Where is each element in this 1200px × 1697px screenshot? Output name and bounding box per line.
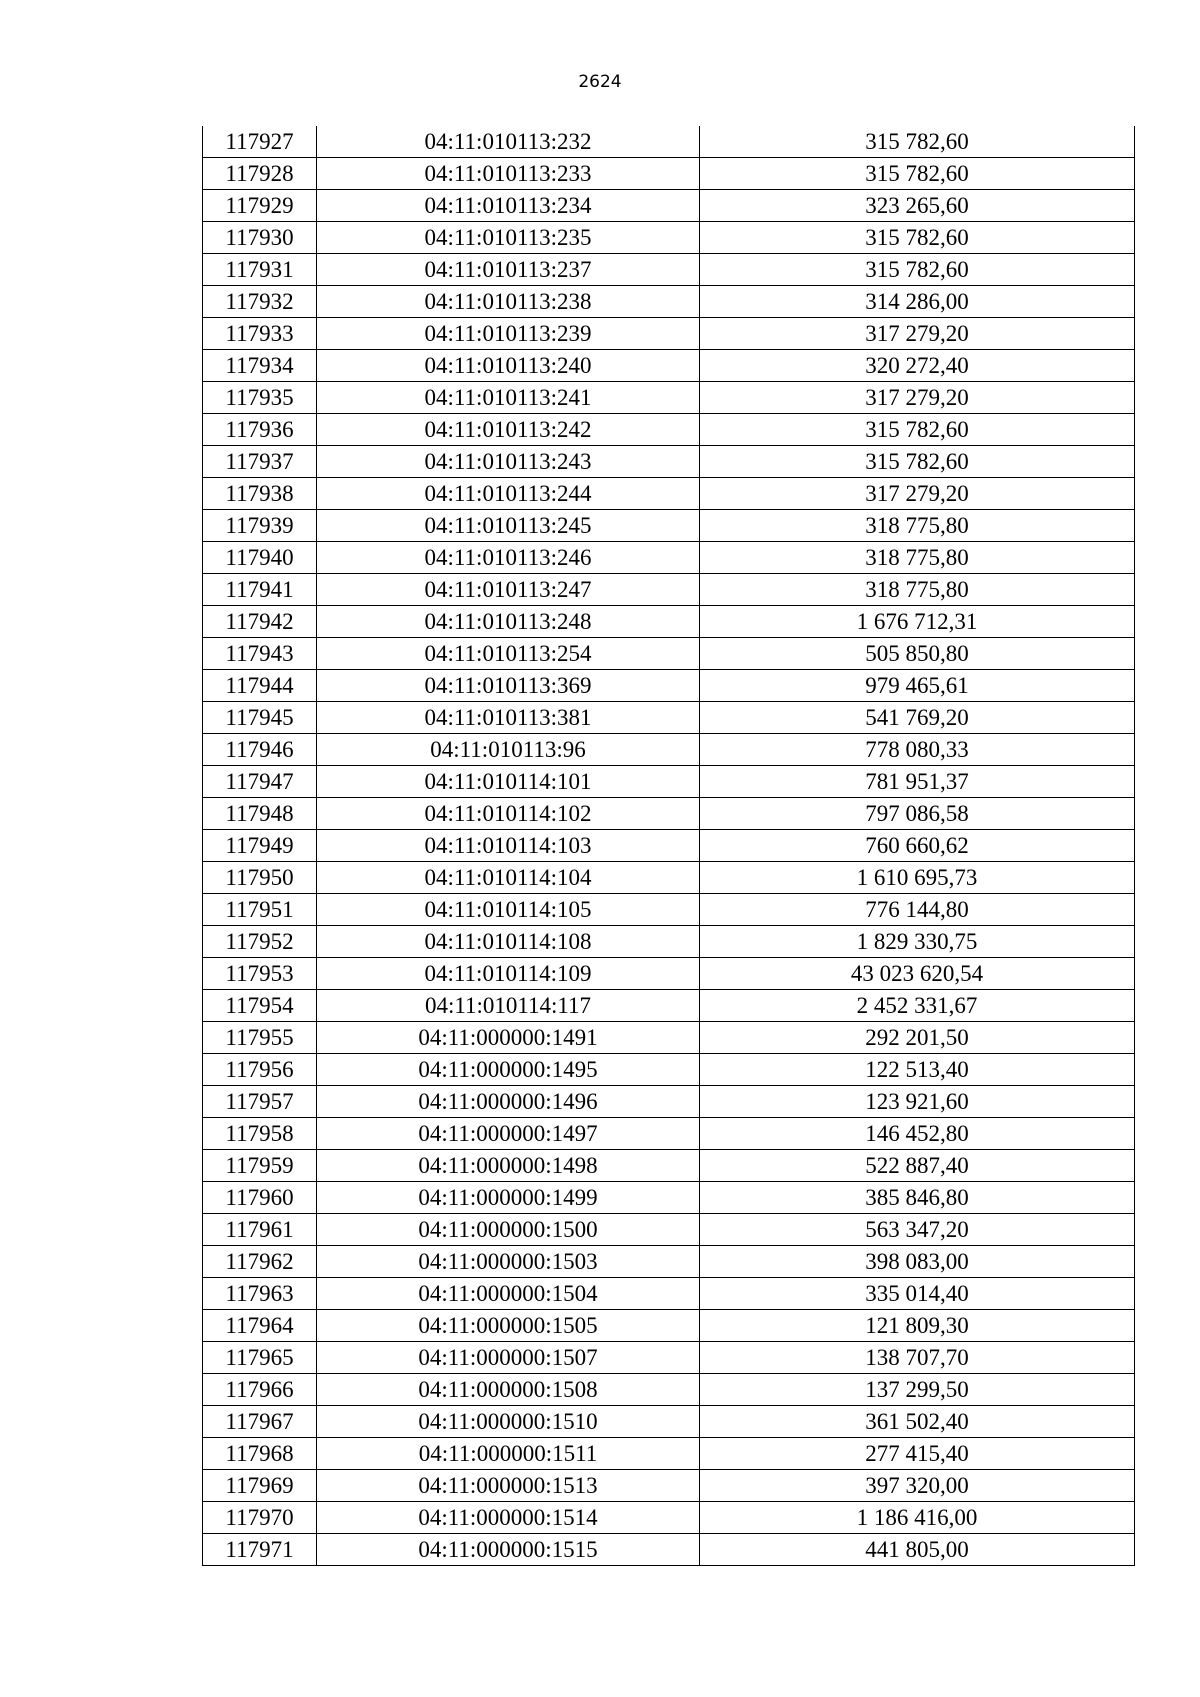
cadastral-value-cell: 335 014,40	[700, 1278, 1135, 1310]
cadastral-value-cell: 317 279,20	[700, 318, 1135, 350]
cadastral-value-cell: 2 452 331,67	[700, 990, 1135, 1022]
cadastral-number-cell: 04:11:010114:105	[317, 894, 700, 926]
table-row	[203, 542, 1135, 574]
cadastral-number-cell: 04:11:000000:1500	[317, 1214, 700, 1246]
cadastral-number-cell: 04:11:010114:108	[317, 926, 700, 958]
cadastral-number-cell: 04:11:010113:240	[317, 350, 700, 382]
row-number-cell: 117949	[203, 830, 317, 862]
table-row	[203, 1438, 1135, 1470]
cadastral-number-cell: 04:11:010113:246	[317, 542, 700, 574]
cadastral-number-cell: 04:11:000000:1508	[317, 1374, 700, 1406]
table-row	[203, 1278, 1135, 1310]
row-number-cell: 117971	[203, 1534, 317, 1566]
cadastral-value-cell: 441 805,00	[700, 1534, 1135, 1566]
table-row	[203, 1022, 1135, 1054]
row-number-cell: 117970	[203, 1502, 317, 1534]
cadastral-value-cell: 385 846,80	[700, 1182, 1135, 1214]
table-row	[203, 286, 1135, 318]
row-number-cell: 117940	[203, 542, 317, 574]
row-number-cell: 117938	[203, 478, 317, 510]
row-number-cell: 117948	[203, 798, 317, 830]
cadastral-value-cell: 146 452,80	[700, 1118, 1135, 1150]
row-number-cell: 117950	[203, 862, 317, 894]
row-number-cell: 117956	[203, 1054, 317, 1086]
table-row	[203, 862, 1135, 894]
cadastral-value-cell: 505 850,80	[700, 638, 1135, 670]
row-number-cell: 117955	[203, 1022, 317, 1054]
row-number-cell: 117934	[203, 350, 317, 382]
row-number-cell: 117933	[203, 318, 317, 350]
cadastral-value-cell: 1 186 416,00	[700, 1502, 1135, 1534]
table-row	[203, 702, 1135, 734]
cadastral-number-cell: 04:11:010113:242	[317, 414, 700, 446]
cadastral-number-cell: 04:11:000000:1515	[317, 1534, 700, 1566]
row-number-cell: 117969	[203, 1470, 317, 1502]
cadastral-value-table	[202, 126, 1135, 1566]
table-row	[203, 510, 1135, 542]
table-row	[203, 734, 1135, 766]
row-number-cell: 117951	[203, 894, 317, 926]
table-row	[203, 350, 1135, 382]
cadastral-number-cell: 04:11:000000:1498	[317, 1150, 700, 1182]
cadastral-number-cell: 04:11:010114:109	[317, 958, 700, 990]
table-row	[203, 1502, 1135, 1534]
cadastral-number-cell: 04:11:000000:1505	[317, 1310, 700, 1342]
row-number-cell: 117962	[203, 1246, 317, 1278]
table-row	[203, 798, 1135, 830]
cadastral-value-cell: 776 144,80	[700, 894, 1135, 926]
cadastral-number-cell: 04:11:000000:1499	[317, 1182, 700, 1214]
row-number-cell: 117959	[203, 1150, 317, 1182]
cadastral-value-cell: 318 775,80	[700, 510, 1135, 542]
cadastral-value-cell: 318 775,80	[700, 574, 1135, 606]
cadastral-value-cell: 397 320,00	[700, 1470, 1135, 1502]
cadastral-value-cell: 292 201,50	[700, 1022, 1135, 1054]
cadastral-number-cell: 04:11:010113:244	[317, 478, 700, 510]
row-number-cell: 117967	[203, 1406, 317, 1438]
row-number-cell: 117945	[203, 702, 317, 734]
row-number-cell: 117939	[203, 510, 317, 542]
table-row	[203, 382, 1135, 414]
cadastral-number-cell: 04:11:000000:1496	[317, 1086, 700, 1118]
table-row	[203, 158, 1135, 190]
table-row	[203, 990, 1135, 1022]
table-row	[203, 478, 1135, 510]
row-number-cell: 117968	[203, 1438, 317, 1470]
table-row	[203, 574, 1135, 606]
row-number-cell: 117958	[203, 1118, 317, 1150]
cadastral-number-cell: 04:11:010113:235	[317, 222, 700, 254]
cadastral-value-cell: 778 080,33	[700, 734, 1135, 766]
table-row	[203, 958, 1135, 990]
cadastral-number-cell: 04:11:000000:1497	[317, 1118, 700, 1150]
table-row	[203, 1246, 1135, 1278]
cadastral-value-cell: 138 707,70	[700, 1342, 1135, 1374]
table-row	[203, 190, 1135, 222]
table-row	[203, 1310, 1135, 1342]
table-row	[203, 414, 1135, 446]
cadastral-value-cell: 315 782,60	[700, 222, 1135, 254]
cadastral-value-cell: 121 809,30	[700, 1310, 1135, 1342]
row-number-cell: 117941	[203, 574, 317, 606]
table-row	[203, 1182, 1135, 1214]
table-row	[203, 446, 1135, 478]
row-number-cell: 117953	[203, 958, 317, 990]
row-number-cell: 117952	[203, 926, 317, 958]
cadastral-value-cell: 122 513,40	[700, 1054, 1135, 1086]
table-row	[203, 1534, 1135, 1566]
cadastral-number-cell: 04:11:010114:101	[317, 766, 700, 798]
cadastral-value-cell: 563 347,20	[700, 1214, 1135, 1246]
cadastral-number-cell: 04:11:000000:1513	[317, 1470, 700, 1502]
row-number-cell: 117937	[203, 446, 317, 478]
cadastral-value-cell: 1 676 712,31	[700, 606, 1135, 638]
table-row	[203, 222, 1135, 254]
cadastral-value-cell: 317 279,20	[700, 478, 1135, 510]
cadastral-number-cell: 04:11:010114:117	[317, 990, 700, 1022]
row-number-cell: 117966	[203, 1374, 317, 1406]
row-number-cell: 117957	[203, 1086, 317, 1118]
cadastral-number-cell: 04:11:000000:1510	[317, 1406, 700, 1438]
cadastral-value-cell: 320 272,40	[700, 350, 1135, 382]
cadastral-value-cell: 317 279,20	[700, 382, 1135, 414]
table-row	[203, 830, 1135, 862]
cadastral-number-cell: 04:11:010114:102	[317, 798, 700, 830]
cadastral-value-cell: 1 610 695,73	[700, 862, 1135, 894]
cadastral-number-cell: 04:11:010113:243	[317, 446, 700, 478]
cadastral-number-cell: 04:11:000000:1507	[317, 1342, 700, 1374]
cadastral-value-cell: 277 415,40	[700, 1438, 1135, 1470]
row-number-cell: 117927	[203, 126, 317, 158]
row-number-cell: 117965	[203, 1342, 317, 1374]
cadastral-number-cell: 04:11:000000:1491	[317, 1022, 700, 1054]
table-row	[203, 1086, 1135, 1118]
cadastral-value-cell: 361 502,40	[700, 1406, 1135, 1438]
cadastral-value-cell: 315 782,60	[700, 414, 1135, 446]
table-row	[203, 126, 1135, 158]
table-row	[203, 1374, 1135, 1406]
cadastral-number-cell: 04:11:010113:232	[317, 126, 700, 158]
row-number-cell: 117964	[203, 1310, 317, 1342]
table-row	[203, 894, 1135, 926]
row-number-cell: 117960	[203, 1182, 317, 1214]
cadastral-number-cell: 04:11:010113:381	[317, 702, 700, 734]
row-number-cell: 117961	[203, 1214, 317, 1246]
cadastral-number-cell: 04:11:010113:234	[317, 190, 700, 222]
cadastral-value-cell: 123 921,60	[700, 1086, 1135, 1118]
cadastral-number-cell: 04:11:000000:1503	[317, 1246, 700, 1278]
cadastral-number-cell: 04:11:000000:1514	[317, 1502, 700, 1534]
cadastral-value-cell: 314 286,00	[700, 286, 1135, 318]
cadastral-number-cell: 04:11:000000:1504	[317, 1278, 700, 1310]
row-number-cell: 117936	[203, 414, 317, 446]
page-number: 2624	[578, 72, 622, 92]
table-row	[203, 1470, 1135, 1502]
cadastral-value-cell: 522 887,40	[700, 1150, 1135, 1182]
row-number-cell: 117929	[203, 190, 317, 222]
row-number-cell: 117930	[203, 222, 317, 254]
table-body	[203, 126, 1135, 1566]
cadastral-number-cell: 04:11:010113:241	[317, 382, 700, 414]
table-row	[203, 1214, 1135, 1246]
cadastral-number-cell: 04:11:010113:239	[317, 318, 700, 350]
cadastral-number-cell: 04:11:010113:238	[317, 286, 700, 318]
row-number-cell: 117935	[203, 382, 317, 414]
cadastral-value-cell: 797 086,58	[700, 798, 1135, 830]
table-row	[203, 1118, 1135, 1150]
row-number-cell: 117928	[203, 158, 317, 190]
cadastral-number-cell: 04:11:000000:1495	[317, 1054, 700, 1086]
cadastral-number-cell: 04:11:010114:104	[317, 862, 700, 894]
cadastral-value-cell: 398 083,00	[700, 1246, 1135, 1278]
cadastral-number-cell: 04:11:010113:254	[317, 638, 700, 670]
cadastral-value-cell: 315 782,60	[700, 158, 1135, 190]
cadastral-value-cell: 979 465,61	[700, 670, 1135, 702]
cadastral-number-cell: 04:11:010113:233	[317, 158, 700, 190]
table-row	[203, 1054, 1135, 1086]
table-row	[203, 670, 1135, 702]
row-number-cell: 117954	[203, 990, 317, 1022]
cadastral-number-cell: 04:11:010113:369	[317, 670, 700, 702]
cadastral-value-cell: 315 782,60	[700, 254, 1135, 286]
row-number-cell: 117932	[203, 286, 317, 318]
table-row	[203, 766, 1135, 798]
table-row	[203, 926, 1135, 958]
row-number-cell: 117963	[203, 1278, 317, 1310]
row-number-cell: 117947	[203, 766, 317, 798]
table-row	[203, 638, 1135, 670]
cadastral-number-cell: 04:11:000000:1511	[317, 1438, 700, 1470]
cadastral-number-cell: 04:11:010113:237	[317, 254, 700, 286]
row-number-cell: 117931	[203, 254, 317, 286]
table-row	[203, 606, 1135, 638]
cadastral-number-cell: 04:11:010113:247	[317, 574, 700, 606]
table-row	[203, 318, 1135, 350]
row-number-cell: 117946	[203, 734, 317, 766]
cadastral-value-cell: 315 782,60	[700, 446, 1135, 478]
cadastral-value-cell: 541 769,20	[700, 702, 1135, 734]
row-number-cell: 117942	[203, 606, 317, 638]
cadastral-number-cell: 04:11:010113:245	[317, 510, 700, 542]
table-row	[203, 1406, 1135, 1438]
cadastral-number-cell: 04:11:010114:103	[317, 830, 700, 862]
cadastral-value-cell: 43 023 620,54	[700, 958, 1135, 990]
row-number-cell: 117944	[203, 670, 317, 702]
cadastral-value-cell: 137 299,50	[700, 1374, 1135, 1406]
cadastral-number-cell: 04:11:010113:248	[317, 606, 700, 638]
cadastral-value-cell: 781 951,37	[700, 766, 1135, 798]
cadastral-value-cell: 323 265,60	[700, 190, 1135, 222]
cadastral-value-cell: 318 775,80	[700, 542, 1135, 574]
table-row	[203, 1342, 1135, 1374]
cadastral-value-cell: 315 782,60	[700, 126, 1135, 158]
cadastral-number-cell: 04:11:010113:96	[317, 734, 700, 766]
row-number-cell: 117943	[203, 638, 317, 670]
table-row	[203, 1150, 1135, 1182]
cadastral-value-cell: 1 829 330,75	[700, 926, 1135, 958]
table-row	[203, 254, 1135, 286]
cadastral-value-cell: 760 660,62	[700, 830, 1135, 862]
